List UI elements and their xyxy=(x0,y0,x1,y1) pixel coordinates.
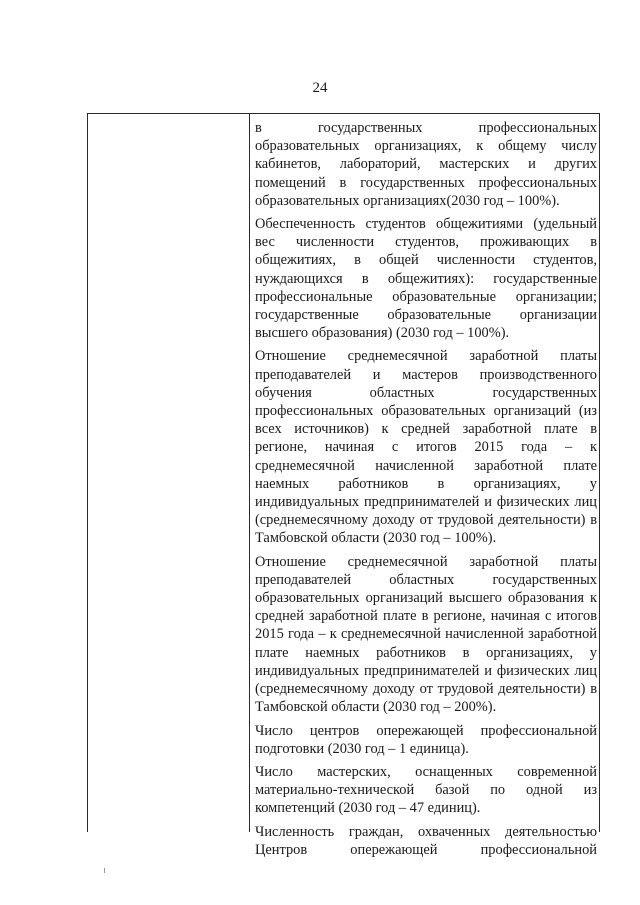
indicator-paragraph: Число центров опережающей профессиональной подготовки (2030 год – 1 единица). xyxy=(255,722,597,757)
indicator-paragraph: Число мастерских, оснащенных современной материально-технической базой по одной из компетенций (2030 год – 47 единиц). xyxy=(255,763,597,817)
indicator-paragraph: Численность граждан, охваченных деятельностью Центров опережающей профессиональной xyxy=(255,823,597,858)
document-table xyxy=(87,113,600,858)
table-right-cell xyxy=(255,119,597,859)
indicator-paragraph: Отношение среднемесячной заработной платы преподавателей областных государственных образовательных организаций высшего образования к средней заработной плате в регионе, начиная с итогов 2015 года – к среднемесячной начисленной заработной плате наемных работников в организациях, у индивидуальных предпринимателей и физических лиц (среднемесячному доходу от трудовой деятельности) в Тамбовской области (2030 год – 200%). xyxy=(255,553,597,716)
indicator-paragraph: Обеспеченность студентов общежитиями (удельный вес численности студентов, проживающих в общежитиях, в общей численности студентов, нуждающихся в общежитиях): государственные профессиональные образовательные организации; государственные образовательные организации высшего образования) (2030 год – 100%). xyxy=(255,216,597,342)
table-left-cell xyxy=(88,114,250,832)
indicator-paragraph: в государственных профессиональных образовательных организациях, к общему числу кабинетов, лабораторий, мастерских и других помещений в государственных профессиональных образовательных организациях(2030 год – 100%). xyxy=(255,120,597,209)
page-number: 24 xyxy=(312,80,328,96)
scan-artifact xyxy=(104,868,105,873)
indicator-paragraph: Отношение среднемесячной заработной платы преподавателей и мастеров производственного обучения областных государственных профессиональных образовательных организаций (из всех источников) к средней заработной плате в регионе, начиная с итогов 2015 года – к среднемесячной начисленной заработной плате наемных работников в организациях, у индивидуальных предпринимателей и физических лиц (среднемесячному доходу от трудовой деятельности) в Тамбовской области (2030 год – 100%). xyxy=(255,348,597,547)
